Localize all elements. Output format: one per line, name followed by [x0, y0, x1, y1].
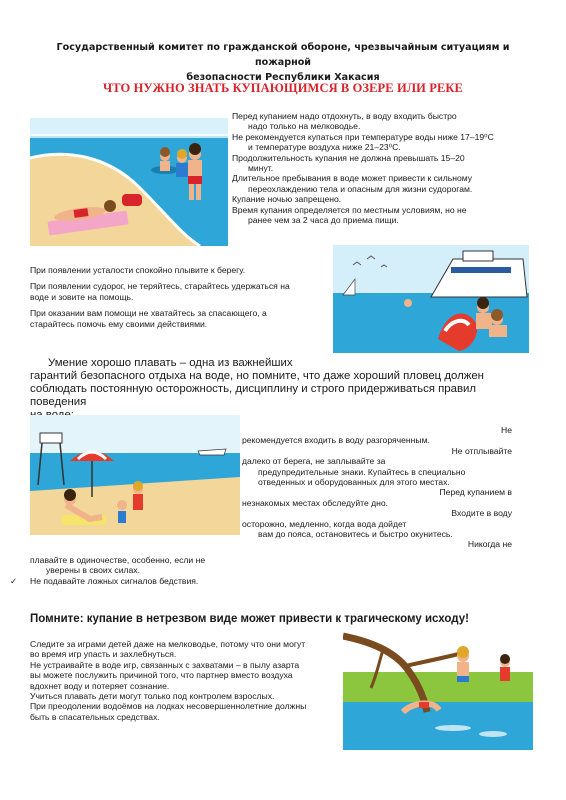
- text-line: быть в спасательных средствах.: [30, 711, 160, 722]
- text-line: вдохнет воду и потеряет сознание.: [30, 680, 170, 691]
- rule-text: плавайте в одиночестве, особенно, если не: [30, 555, 206, 565]
- checkmark-icon: ✓: [10, 575, 18, 586]
- rule-text: Перед купанием в: [439, 487, 512, 498]
- text-line: гарантий безопасного отдыха на воде, но помните, что даже хороший пловец должен: [30, 370, 484, 382]
- text-line: вы можете послужить причиной того, что партнер вместо воздуха: [30, 670, 293, 681]
- rescue-illustration: [333, 245, 529, 353]
- text-line: и температуре воздуха ниже 21–23⁰С.: [248, 142, 401, 153]
- rule-text: осторожно, медленно, когда вода дойдет: [242, 518, 407, 529]
- beach-illustration: [30, 118, 228, 246]
- text-line: При преодолении водоёмов на лодках несовершеннолетние должны: [30, 701, 307, 712]
- text-line: ранее чем за 2 часа до приема пищи.: [248, 215, 399, 226]
- kids-jumping-illustration: [343, 632, 533, 750]
- warning-heading: Помните: купание в нетрезвом виде может привести к трагическому исходу!: [30, 613, 469, 625]
- text-line: минут.: [248, 163, 274, 174]
- text-line: воде и зовите на помощь.: [30, 291, 134, 302]
- text-line: Умение хорошо плавать – одна из важнейших: [48, 357, 293, 369]
- text-line: Учиться плавать дети могут только под контролем взрослых.: [30, 691, 275, 702]
- text-line: старайтесь помочь ему своими действиями.: [30, 318, 208, 329]
- text-line: Продолжительность купания не должна превышать 15–20: [232, 152, 465, 163]
- text-line: Купание ночью запрещено.: [232, 194, 342, 205]
- rules-list-continued: [10, 555, 330, 586]
- text-line: во время игр упасть и захлебнуться.: [30, 649, 177, 660]
- text-line: При появлении усталости спокойно плывите к берегу.: [30, 265, 246, 275]
- rule-text: Не подавайте ложных сигналов бедствия.: [30, 575, 199, 586]
- rule-text: уверены в своих силах.: [46, 565, 140, 576]
- text-line: Не устраивайте в воде игр, связанных с захватами – в пылу азарта: [30, 659, 300, 670]
- intro-paragraph: [30, 357, 530, 422]
- rule-text: Не: [501, 425, 512, 435]
- rule-text: Не отплывайте: [451, 445, 512, 456]
- agency-header: [40, 40, 526, 85]
- text-line: Время купания определяется по местным условиям, но не: [232, 204, 467, 215]
- page-title: ЧТО НУЖНО ЗНАТЬ КУПАЮЩИМСЯ В ОЗЕРЕ ИЛИ РЕКЕ: [102, 81, 463, 95]
- rule-text: рекомендуется входить в воду разгоряченным.: [242, 435, 430, 446]
- rule-text: незнакомых местах обследуйте дно.: [242, 497, 389, 508]
- rule-text: отведенных и оборудованных для этого местах.: [258, 477, 450, 488]
- text-line: Следите за играми детей даже на мелководье, потому что они могут: [30, 639, 306, 649]
- text-line: переохлаждению тела и опасным для жизни судорогам.: [248, 183, 473, 194]
- text-line: надо только на мелководье.: [248, 121, 361, 132]
- text-line: При появлении судорог, не теряйтесь, старайтесь удержаться на: [30, 281, 290, 292]
- rule-text: далеко от берега, не заплывайте за: [242, 456, 386, 467]
- rule-text: Никогда не: [467, 539, 512, 550]
- text-line: Перед купанием надо отдохнуть, в воду входить быстро: [232, 111, 457, 121]
- agency-line-2: безопасности Республики Хакасия: [186, 72, 380, 83]
- text-line: Не рекомендуется купаться при температуре воды ниже 17–19⁰С: [232, 131, 494, 142]
- rules-list: [242, 425, 512, 550]
- text-line: соблюдать постоянную осторожность, дисциплину и строго придерживаться правил поведения: [30, 383, 477, 408]
- section-2-text: [30, 265, 330, 329]
- rule-text: Входите в воду: [451, 508, 512, 519]
- text-line: Длительное пребывания в воде может привести к сильному: [232, 173, 473, 184]
- section-4-text: [30, 639, 340, 722]
- section-1-text: [232, 111, 532, 225]
- text-line: При оказании вам помощи не хватайтесь за спасающего, а: [30, 308, 267, 319]
- crowded-beach-illustration: [30, 415, 240, 535]
- rule-text: вам до пояса, остановитесь и быстро окунитесь.: [258, 529, 453, 540]
- rule-text: предупредительные знаки. Купайтесь в специально: [258, 466, 466, 477]
- agency-line-1: Государственный комитет по гражданской обороне, чрезвычайным ситуациям и пожарной: [56, 42, 510, 68]
- rule-item: [10, 575, 330, 586]
